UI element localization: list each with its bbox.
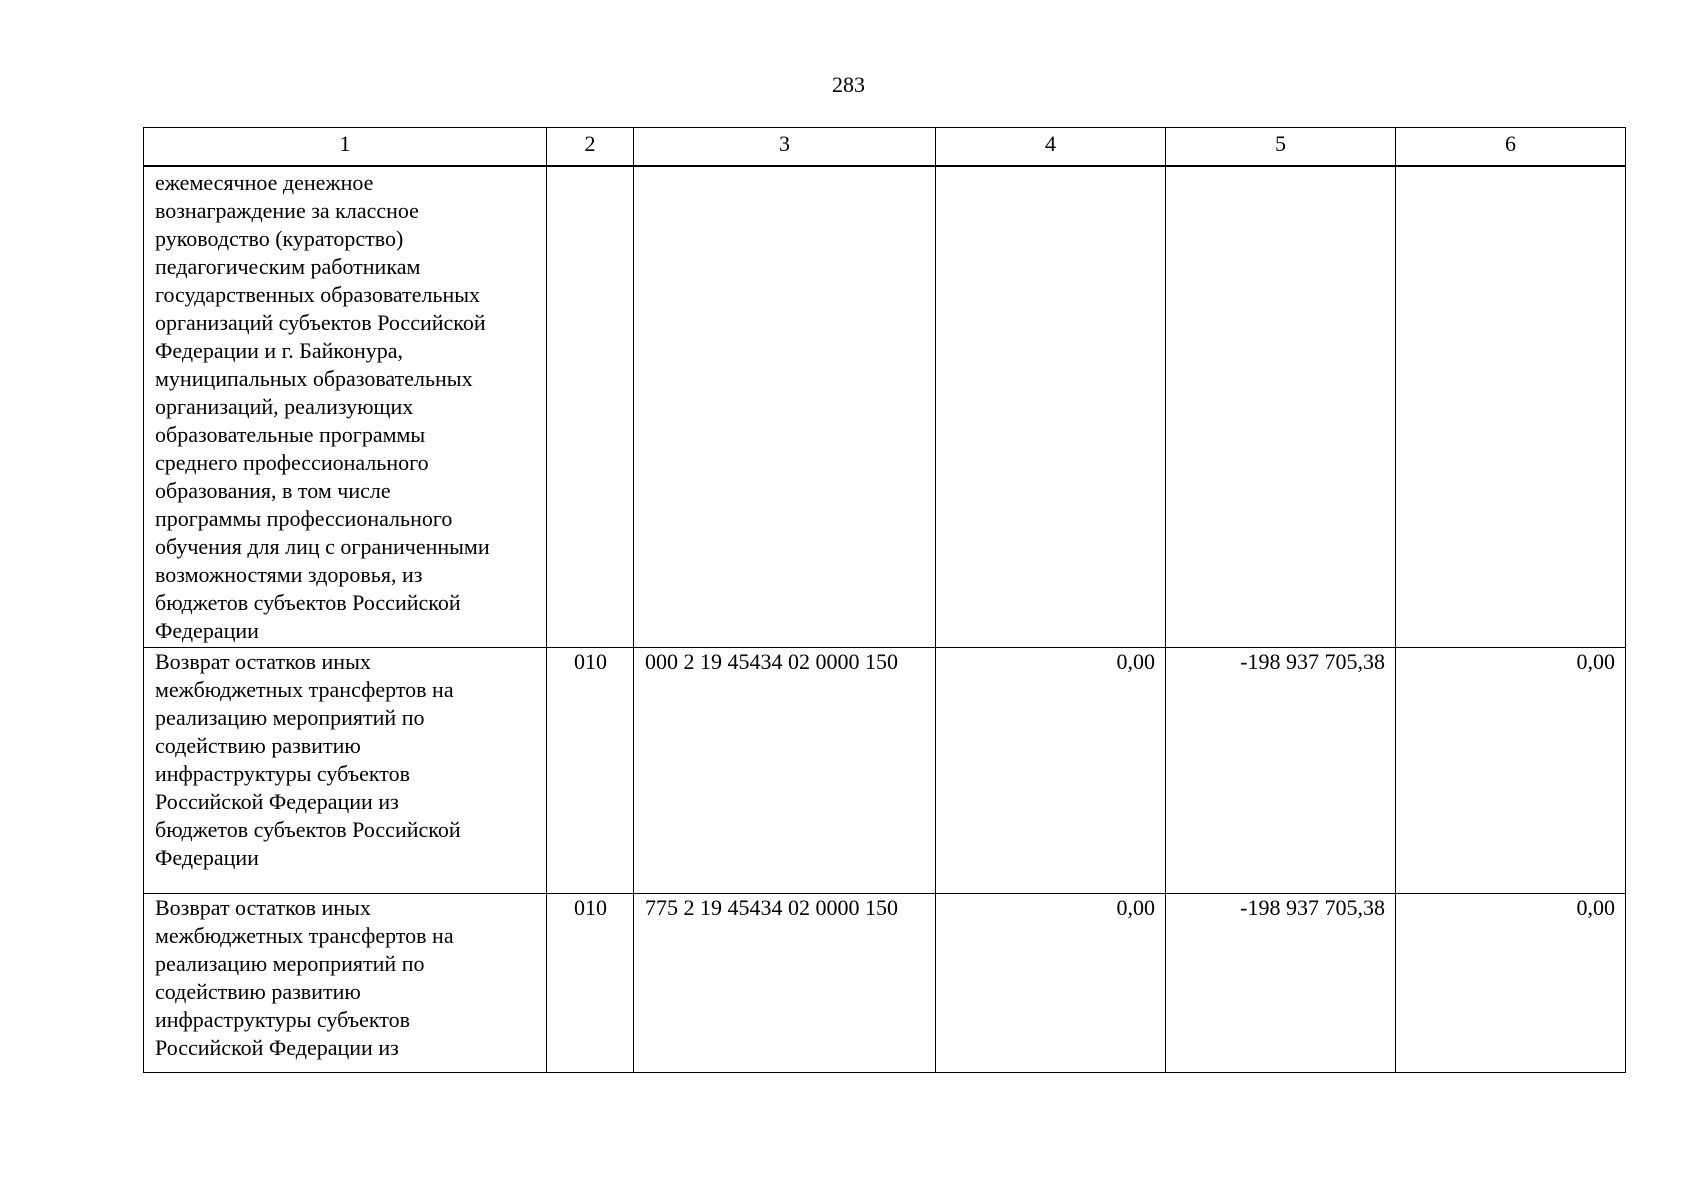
page-number: 283 bbox=[832, 72, 865, 97]
row-kbk-cell: 775 2 19 45434 02 0000 150 bbox=[634, 894, 936, 1073]
table-row bbox=[144, 166, 1626, 648]
budget-table bbox=[143, 127, 1626, 1073]
row-name-cell bbox=[144, 894, 547, 1073]
column-header-4: 4 bbox=[936, 128, 1166, 167]
row-code-cell bbox=[547, 166, 634, 648]
table-row bbox=[144, 894, 1626, 1073]
row-col4-cell bbox=[936, 166, 1166, 648]
row-name-cell bbox=[144, 166, 547, 648]
row-name-text: Возврат остатков иных межбюджетных трансфертов на реализацию мероприятий по содействию развитию инфраструктуры субъектов Российской Федерации из бюджетов субъектов Российской Федерации bbox=[155, 649, 461, 870]
row-col4-cell: 0,00 bbox=[936, 648, 1166, 894]
column-header-5: 5 bbox=[1166, 128, 1396, 167]
row-code-cell: 010 bbox=[547, 648, 634, 894]
row-code-cell: 010 bbox=[547, 894, 634, 1073]
row-name-text: Возврат остатков иных межбюджетных трансфертов на реализацию мероприятий по содействию развитию инфраструктуры субъектов Российской Федерации из bbox=[155, 895, 454, 1060]
row-col4-cell: 0,00 bbox=[936, 894, 1166, 1073]
column-header-3: 3 bbox=[634, 128, 936, 167]
row-kbk-cell: 000 2 19 45434 02 0000 150 bbox=[634, 648, 936, 894]
column-header-6: 6 bbox=[1396, 128, 1626, 167]
header-row bbox=[144, 128, 1626, 167]
row-col5-cell: -198 937 705,38 bbox=[1166, 894, 1396, 1073]
row-name-cell bbox=[144, 648, 547, 894]
row-kbk-cell bbox=[634, 166, 936, 648]
row-col6-cell bbox=[1396, 166, 1626, 648]
row-col6-cell: 0,00 bbox=[1396, 648, 1626, 894]
column-header-1: 1 bbox=[144, 128, 547, 167]
row-col6-cell: 0,00 bbox=[1396, 894, 1626, 1073]
table-row bbox=[144, 648, 1626, 894]
row-col5-cell: -198 937 705,38 bbox=[1166, 648, 1396, 894]
row-col5-cell bbox=[1166, 166, 1396, 648]
row-name-text: ежемесячное денежное вознаграждение за классное руководство (кураторство) педагогическим работникам государственных образовательных организаций субъектов Российской Федерации и г. Байконура, муниципальных образовательных организаций, реализующих образовательные программы среднего профессионального образования, в том числе программы профессионального обучения для лиц с ограниченными возможностями здоровья, из бюджетов субъектов Российской Федерации bbox=[155, 170, 490, 643]
column-header-2: 2 bbox=[547, 128, 634, 167]
